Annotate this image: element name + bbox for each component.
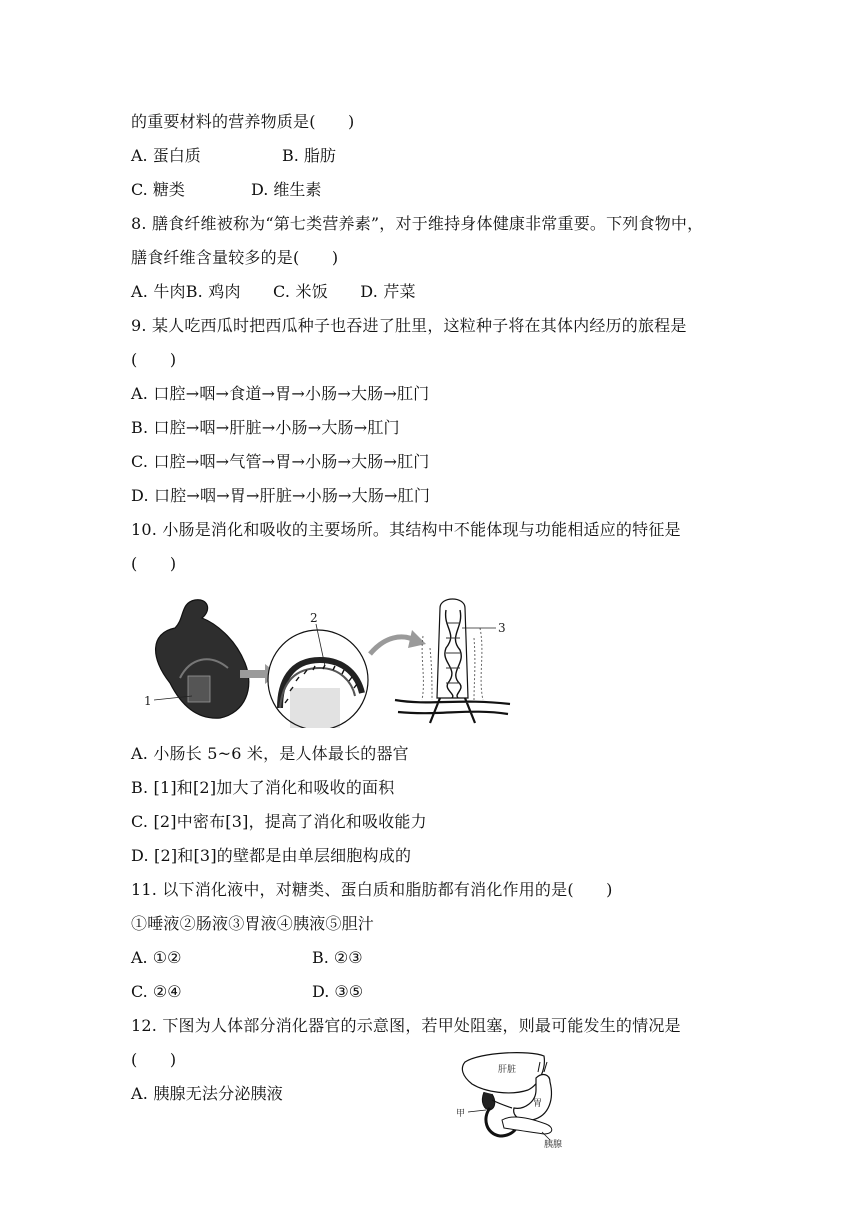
neighbor-villus-right [474,628,483,700]
jia-leader [468,1110,486,1112]
q7-option-d: D. 维生素 [251,180,322,199]
q7-option-a: A. 蛋白质 [131,146,201,165]
q7-option-b: B. 脂肪 [282,146,336,165]
q9-option-b: B. 口腔→咽→肝脏→小肠→大肠→肛门 [131,418,400,437]
q8-stem-line2: 膳食纤维含量较多的是( ) [131,248,339,267]
liver-label: 肝脏 [498,1065,517,1075]
jia-label: 甲 [456,1109,466,1119]
q9-option-a: A. 口腔→咽→食道→胃→小肠→大肠→肛门 [131,384,430,403]
q8-options: A. 牛肉B. 鸡肉 C. 米饭 D. 芹菜 [131,282,416,301]
q9-option-c: C. 口腔→咽→气管→胃→小肠→大肠→肛门 [131,452,430,471]
arrow-2-shaft [370,637,415,654]
digestive-organs-diagram [450,1048,580,1148]
q9-option-d: D. 口腔→咽→胃→肝脏→小肠→大肠→肛门 [131,486,431,505]
q11-items: ①唾液②肠液③胃液④胰液⑤胆汁 [131,914,375,933]
q11-option-a: A. ①② [131,948,182,967]
q10-stem-line2: ( ) [131,554,177,573]
q11-option-d: D. ③⑤ [312,982,364,1001]
q10-option-c: C. [2]中密布[3]，提高了消化和吸收能力 [131,812,427,831]
q9-stem-line1: 9. 某人吃西瓜时把西瓜种子也吞进了肚里，这粒种子将在其体内经历的旅程是 [131,316,687,335]
inner-wall-shade [290,688,340,728]
intestine-section-box [188,676,210,702]
label-2: 2 [310,611,318,625]
neighbor-villus-left [422,636,432,700]
q7-stem: 的重要材料的营养物质是( ) [131,112,355,131]
label-3: 3 [498,621,506,635]
q9-stem-line2: ( ) [131,350,177,369]
q7-option-c: C. 糖类 [131,180,185,199]
q12-option-a: A. 胰腺无法分泌胰液 [131,1084,283,1103]
q8-stem-line1: 8. 膳食纤维被称为“第七类营养素”，对于维持身体健康非常重要。下列食物中， [131,214,704,233]
digestive-organs-figure [450,1048,580,1148]
pancreas-shape [502,1117,552,1134]
q11-stem: 11. 以下消化液中，对糖类、蛋白质和脂肪都有消化作用的是( ) [131,880,613,899]
q10-stem-line1: 10. 小肠是消化和吸收的主要场所。其结构中不能体现与功能相适应的特征是 [131,520,681,539]
q12-stem-line1: 12. 下图为人体部分消化器官的示意图，若甲处阻塞，则最可能发生的情况是 [131,1016,681,1035]
stomach-label: 胃 [533,1099,543,1109]
small-intestine-diagram [140,588,520,728]
q10-option-d: D. [2]和[3]的壁都是由单层细胞构成的 [131,846,412,865]
q12-stem-line2: ( ) [131,1050,177,1069]
q10-option-b: B. [1]和[2]加大了消化和吸收的面积 [131,778,395,797]
arrow-2-icon [408,630,426,648]
small-intestine-figure [140,588,520,728]
q11-option-c: C. ②④ [131,982,182,1001]
q11-option-b: B. ②③ [312,948,363,967]
label-1: 1 [144,694,152,708]
q10-option-a: A. 小肠长 5~6 米，是人体最长的器官 [131,744,409,763]
pancreas-label: 胰腺 [544,1140,563,1148]
villus-base-vessels [395,698,510,723]
